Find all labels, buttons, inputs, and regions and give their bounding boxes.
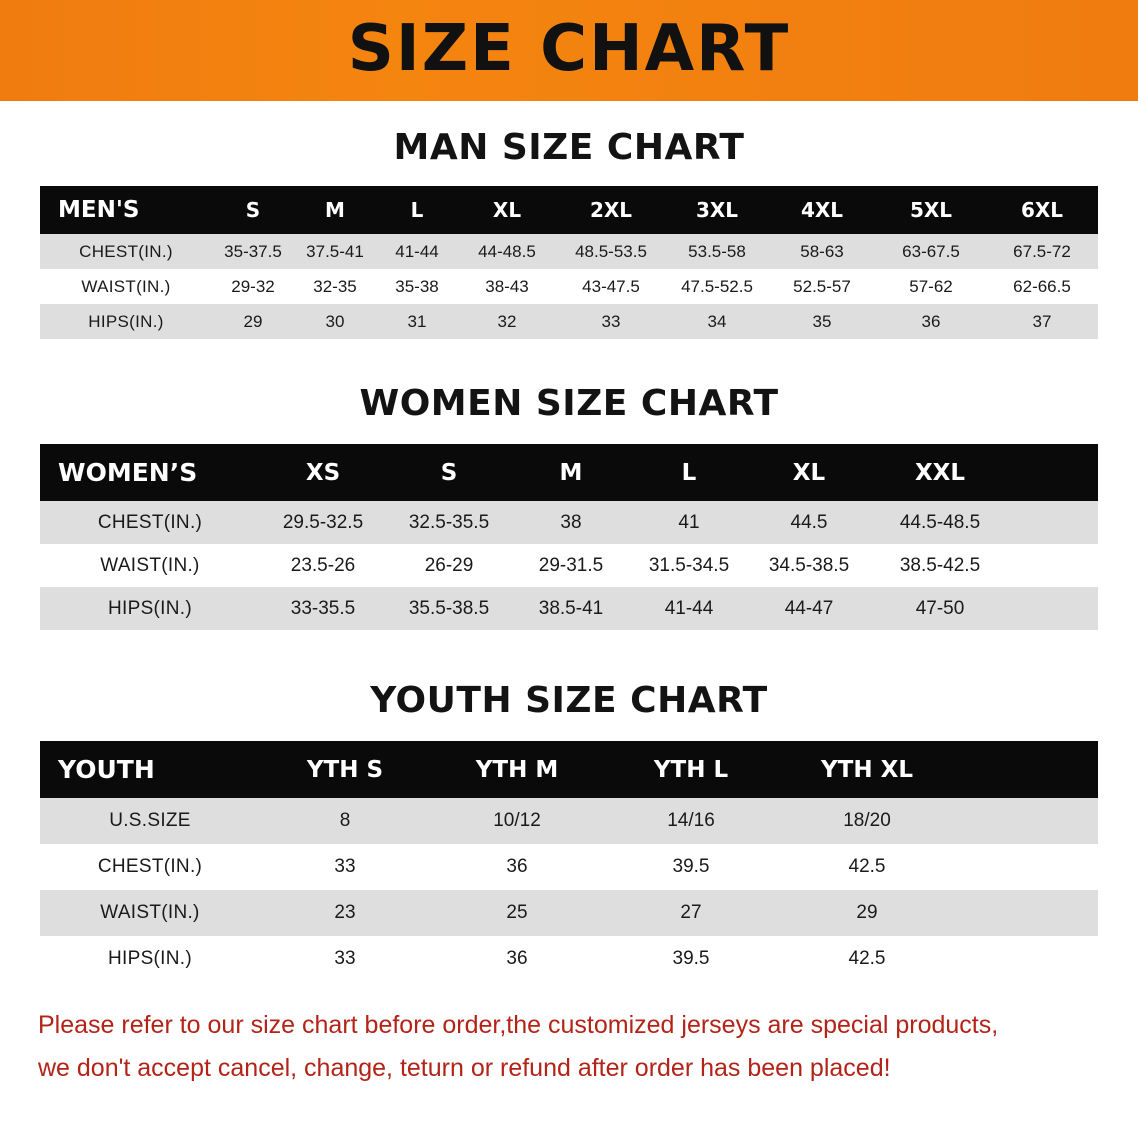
youth-col-header: YTH XL [821,756,913,783]
man-section-heading: MAN SIZE CHART [393,127,745,168]
man-col-header: S [245,198,261,222]
table-cell: 39.5 [672,948,710,969]
table-cell: 25 [506,902,528,923]
table-cell-spacer [1010,501,1098,544]
women-col-header: XS [305,459,341,486]
table-row [40,234,1098,269]
table-cell-spacer [956,890,1098,936]
women-table-header-row [40,444,1098,501]
table-cell-spacer [1010,544,1098,587]
man-table-header-row [40,186,1098,234]
table-row [40,269,1098,304]
women-col-header: L [681,459,697,486]
table-cell: 38-43 [485,276,529,296]
man-col-header: 4XL [800,198,844,222]
table-row [40,587,1098,630]
table-cell: 41-44 [395,241,439,261]
youth-header-spacer [956,741,1098,798]
women-col-header: XXL [914,459,966,486]
table-cell: 36 [506,856,528,877]
policy-note [38,1004,1100,1090]
table-cell: 32.5-35.5 [408,511,490,533]
table-cell: 33 [334,948,356,969]
man-row-label: CHEST(IN.) [79,241,173,261]
table-cell: 23.5-26 [290,554,356,576]
youth-col-header: YTH L [653,756,729,783]
table-cell: 27 [680,902,702,923]
table-cell: 32 [497,311,517,331]
man-table-wrapper [40,186,1098,339]
table-cell: 35.5-38.5 [408,597,490,619]
table-row [40,936,1098,982]
women-col-header: XL [792,459,826,486]
table-cell: 35 [812,311,832,331]
table-cell: 35-37.5 [224,241,282,261]
women-row-label: HIPS(IN.) [108,597,192,619]
women-corner-label: WOMEN’S [58,458,198,487]
table-cell: 41-44 [664,597,714,619]
table-row [40,544,1098,587]
women-col-header: M [559,459,583,486]
table-cell: 36 [506,948,528,969]
table-cell: 10/12 [493,810,541,831]
women-header-spacer [1010,444,1098,501]
table-cell: 29-32 [231,276,275,296]
table-cell: 67.5-72 [1013,241,1071,261]
policy-note-line-1: Please refer to our size chart before order,the customized jerseys are special products, [38,1011,999,1039]
man-col-header: M [325,198,345,222]
youth-section-heading: YOUTH SIZE CHART [370,680,768,721]
man-col-header: 6XL [1020,198,1064,222]
table-cell: 38 [560,511,582,533]
table-cell: 42.5 [848,856,886,877]
women-table-wrapper [40,444,1098,630]
table-cell: 26-29 [424,554,474,576]
table-cell: 33-35.5 [290,597,356,619]
table-cell: 31.5-34.5 [648,554,730,576]
women-section-heading: WOMEN SIZE CHART [359,383,779,424]
table-cell-spacer [956,798,1098,844]
table-cell-spacer [1010,587,1098,630]
policy-note-line-2: we don't accept cancel, change, teturn or refund after order has been placed! [38,1054,891,1082]
table-cell: 38.5-41 [538,597,604,619]
table-cell: 29-31.5 [538,554,604,576]
women-row-label: WAIST(IN.) [100,554,200,576]
man-corner-label: MEN'S [58,197,140,223]
table-cell: 8 [339,810,351,831]
table-cell: 31 [407,311,427,331]
table-cell: 53.5-58 [688,241,746,261]
women-row-label: CHEST(IN.) [97,511,203,533]
table-row [40,844,1098,890]
table-cell: 47-50 [915,597,965,619]
man-col-header: 3XL [695,198,739,222]
youth-size-table [40,741,1098,982]
youth-table-header-row [40,741,1098,798]
table-cell-spacer [956,936,1098,982]
page-banner [0,0,1138,101]
table-cell: 37 [1032,311,1052,331]
table-cell: 35-38 [395,276,439,296]
table-cell: 44.5-48.5 [899,511,981,533]
table-cell: 41 [678,511,700,533]
table-cell: 38.5-42.5 [899,554,981,576]
youth-row-label: U.S.SIZE [109,810,191,831]
table-cell: 33 [601,311,621,331]
table-cell: 14/16 [667,810,715,831]
table-cell: 36 [921,311,941,331]
man-row-label: WAIST(IN.) [81,276,171,296]
table-cell: 29 [243,311,263,331]
table-cell: 44-48.5 [478,241,536,261]
table-cell: 48.5-53.5 [575,241,647,261]
women-size-table [40,444,1098,630]
youth-col-header: YTH M [475,756,559,783]
page-title: SIZE CHART [347,11,791,86]
youth-col-header: YTH S [306,756,384,783]
table-row [40,798,1098,844]
table-cell-spacer [956,844,1098,890]
table-cell: 37.5-41 [306,241,364,261]
table-cell: 58-63 [800,241,844,261]
table-cell: 30 [325,311,345,331]
man-col-header: 2XL [589,198,633,222]
table-cell: 23 [334,902,356,923]
man-col-header: XL [492,198,522,222]
table-cell: 18/20 [843,810,891,831]
man-row-label: HIPS(IN.) [88,311,164,331]
youth-table-wrapper [40,741,1098,982]
man-col-header: L [410,198,424,222]
table-cell: 44.5 [790,511,828,533]
table-cell: 52.5-57 [793,276,851,296]
table-cell: 34 [707,311,727,331]
table-cell: 62-66.5 [1013,276,1071,296]
youth-corner-label: YOUTH [58,755,155,784]
table-row [40,501,1098,544]
table-cell: 29.5-32.5 [282,511,364,533]
youth-row-label: HIPS(IN.) [108,948,192,969]
table-cell: 29 [856,902,878,923]
table-cell: 42.5 [848,948,886,969]
table-cell: 44-47 [784,597,834,619]
table-cell: 33 [334,856,356,877]
table-cell: 32-35 [313,276,357,296]
table-row [40,890,1098,936]
youth-row-label: WAIST(IN.) [100,902,200,923]
table-cell: 63-67.5 [902,241,960,261]
man-size-table [40,186,1098,339]
man-col-header: 5XL [909,198,953,222]
table-cell: 39.5 [672,856,710,877]
women-col-header: S [440,459,458,486]
table-row [40,304,1098,339]
youth-row-label: CHEST(IN.) [97,856,203,877]
table-cell: 47.5-52.5 [681,276,753,296]
table-cell: 34.5-38.5 [768,554,850,576]
table-cell: 43-47.5 [582,276,640,296]
table-cell: 57-62 [909,276,953,296]
